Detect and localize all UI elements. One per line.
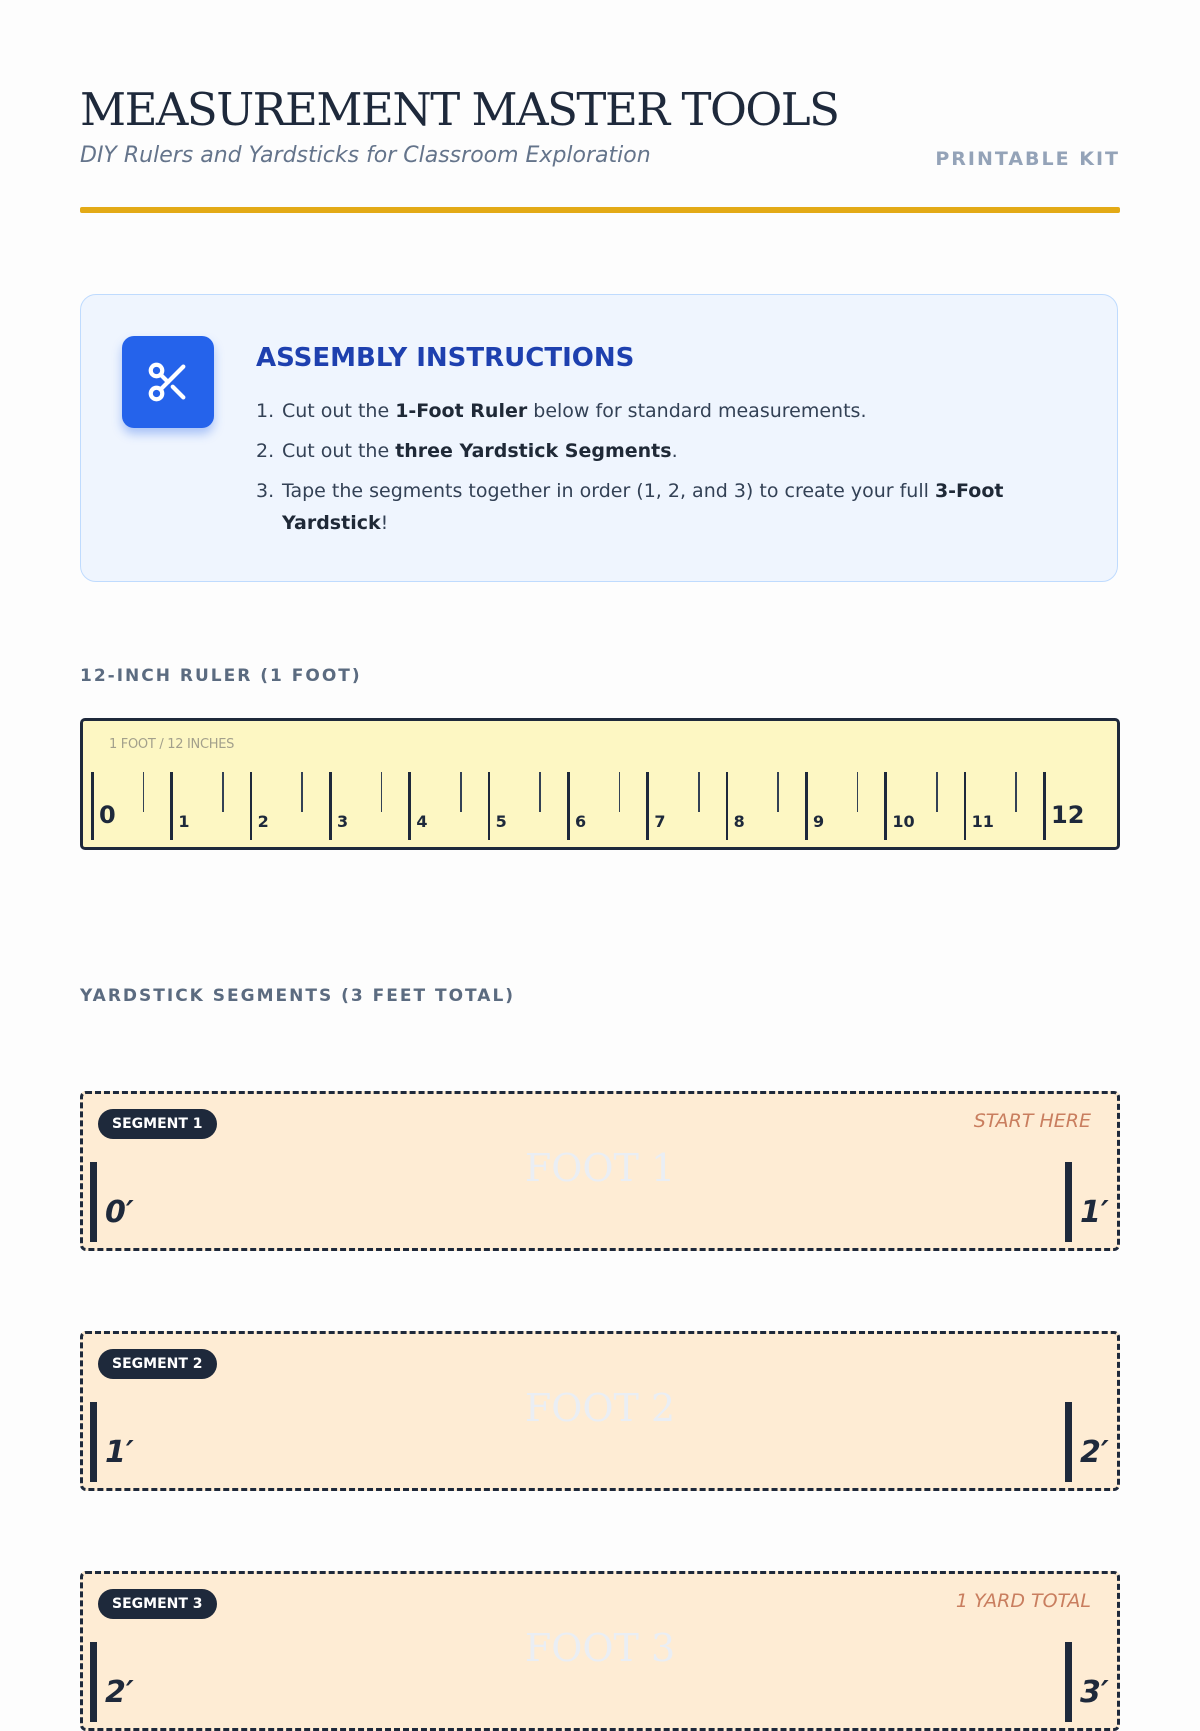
segment-end-bar: [1065, 1402, 1072, 1482]
ruler-inch-tick: [91, 772, 94, 840]
ruler-half-inch-tick: [936, 772, 938, 812]
segment-end-bar: [1065, 1162, 1072, 1242]
page-title: MEASUREMENT MASTER TOOLS: [80, 83, 839, 136]
instruction-step-3: [256, 475, 1076, 539]
yardstick-segment-1[interactable]: [80, 1091, 1120, 1251]
scissors-icon: [145, 359, 191, 405]
segment-note: 1 YARD TOTAL: [955, 1590, 1091, 1612]
ruler-half-inch-tick: [539, 772, 541, 812]
ruler-inch-label: 5: [495, 812, 507, 831]
segment-start-bar: [90, 1162, 97, 1242]
step-text: Cut out the: [282, 440, 396, 462]
ruler-half-inch-tick: [143, 772, 145, 812]
segment-badge: SEGMENT 1: [98, 1109, 217, 1139]
step-text: Cut out the: [282, 400, 396, 422]
ruler-inch-label: 10: [892, 812, 915, 831]
ruler-half-inch-tick: [460, 772, 462, 812]
segment-watermark: FOOT 2: [524, 1386, 676, 1430]
ruler-inch-tick: [408, 772, 411, 840]
step-emphasis: 1-Foot Ruler: [395, 400, 528, 422]
twelve-inch-ruler[interactable]: [80, 718, 1120, 850]
segment-end-label: 2′: [1080, 1435, 1109, 1470]
ruler-inch-label: 2: [257, 812, 269, 831]
instruction-step-1: [256, 395, 1076, 427]
ruler-half-inch-tick: [619, 772, 621, 812]
ruler-section-label: 12-INCH RULER (1 FOOT): [80, 666, 362, 686]
ruler-inch-tick: [567, 772, 570, 840]
step-number: 3.: [256, 480, 275, 502]
scissors-icon-tile: [122, 336, 214, 428]
ruler-inch-label: 4: [416, 812, 428, 831]
ruler-inch-label: 3: [337, 812, 349, 831]
step-number: 1.: [256, 400, 275, 422]
ruler-inch-tick: [726, 772, 729, 840]
assembly-instructions-card: [80, 294, 1118, 582]
ruler-half-inch-tick: [381, 772, 383, 812]
ruler-half-inch-tick: [857, 772, 859, 812]
ruler-inch-label: 7: [654, 812, 666, 831]
segment-end-bar: [1065, 1642, 1072, 1722]
page-header: [80, 80, 1120, 170]
ruler-half-inch-tick: [1015, 772, 1017, 812]
segment-start-bar: [90, 1642, 97, 1722]
header-divider: [80, 207, 1120, 213]
instruction-step-2: [256, 435, 1076, 467]
step-text: Tape the segments together in order (1, 2, and 3) to create your full: [282, 480, 935, 502]
ruler-inch-tick: [964, 772, 967, 840]
segment-note: START HERE: [973, 1110, 1091, 1132]
segment-start-label: 2′: [105, 1675, 134, 1710]
ruler-inch-label: 6: [575, 812, 587, 831]
ruler-half-inch-tick: [698, 772, 700, 812]
ruler-inch-tick: [1043, 772, 1046, 840]
ruler-inch-tick: [250, 772, 253, 840]
yardstick-segment-3[interactable]: [80, 1571, 1120, 1731]
ruler-inch-label: 9: [813, 812, 825, 831]
ruler-half-inch-tick: [301, 772, 303, 812]
ruler-half-inch-tick: [777, 772, 779, 812]
ruler-half-inch-tick: [222, 772, 224, 812]
segment-start-bar: [90, 1402, 97, 1482]
segment-watermark: FOOT 3: [524, 1626, 676, 1670]
step-text: !: [380, 512, 389, 534]
yardstick-section-label: YARDSTICK SEGMENTS (3 FEET TOTAL): [80, 986, 516, 1006]
page-subtitle: DIY Rulers and Yardsticks for Classroom Exploration: [80, 143, 651, 168]
ruler-inch-tick: [170, 772, 173, 840]
segment-start-label: 0′: [105, 1195, 134, 1230]
step-text: below for standard measurements.: [527, 400, 867, 422]
segment-end-label: 3′: [1080, 1675, 1109, 1710]
segment-badge: SEGMENT 2: [98, 1349, 217, 1379]
segment-watermark: FOOT 1: [524, 1146, 676, 1190]
ruler-inch-tick: [805, 772, 808, 840]
instructions-title: ASSEMBLY INSTRUCTIONS: [256, 343, 635, 373]
ruler-caption: 1 FOOT / 12 INCHES: [109, 737, 235, 752]
segment-badge: SEGMENT 3: [98, 1589, 217, 1619]
ruler-inch-label: 8: [733, 812, 745, 831]
kit-label: PRINTABLE KIT: [935, 148, 1120, 170]
ruler-inch-tick: [329, 772, 332, 840]
step-emphasis: 3-Foot Yardstick: [282, 480, 1004, 534]
instructions-steps: [256, 395, 1076, 547]
ruler-inch-tick: [884, 772, 887, 840]
ruler-inch-label: 11: [971, 812, 994, 831]
step-emphasis: three Yardstick Segments: [395, 440, 672, 462]
ruler-inch-tick: [488, 772, 491, 840]
step-text: .: [671, 440, 678, 462]
ruler-inch-label: 12: [1051, 801, 1085, 829]
segment-end-label: 1′: [1080, 1195, 1109, 1230]
segment-start-label: 1′: [105, 1435, 134, 1470]
ruler-inch-label: 1: [178, 812, 190, 831]
yardstick-segment-2[interactable]: [80, 1331, 1120, 1491]
ruler-inch-tick: [646, 772, 649, 840]
step-number: 2.: [256, 440, 275, 462]
ruler-inch-label: 0: [99, 801, 116, 829]
